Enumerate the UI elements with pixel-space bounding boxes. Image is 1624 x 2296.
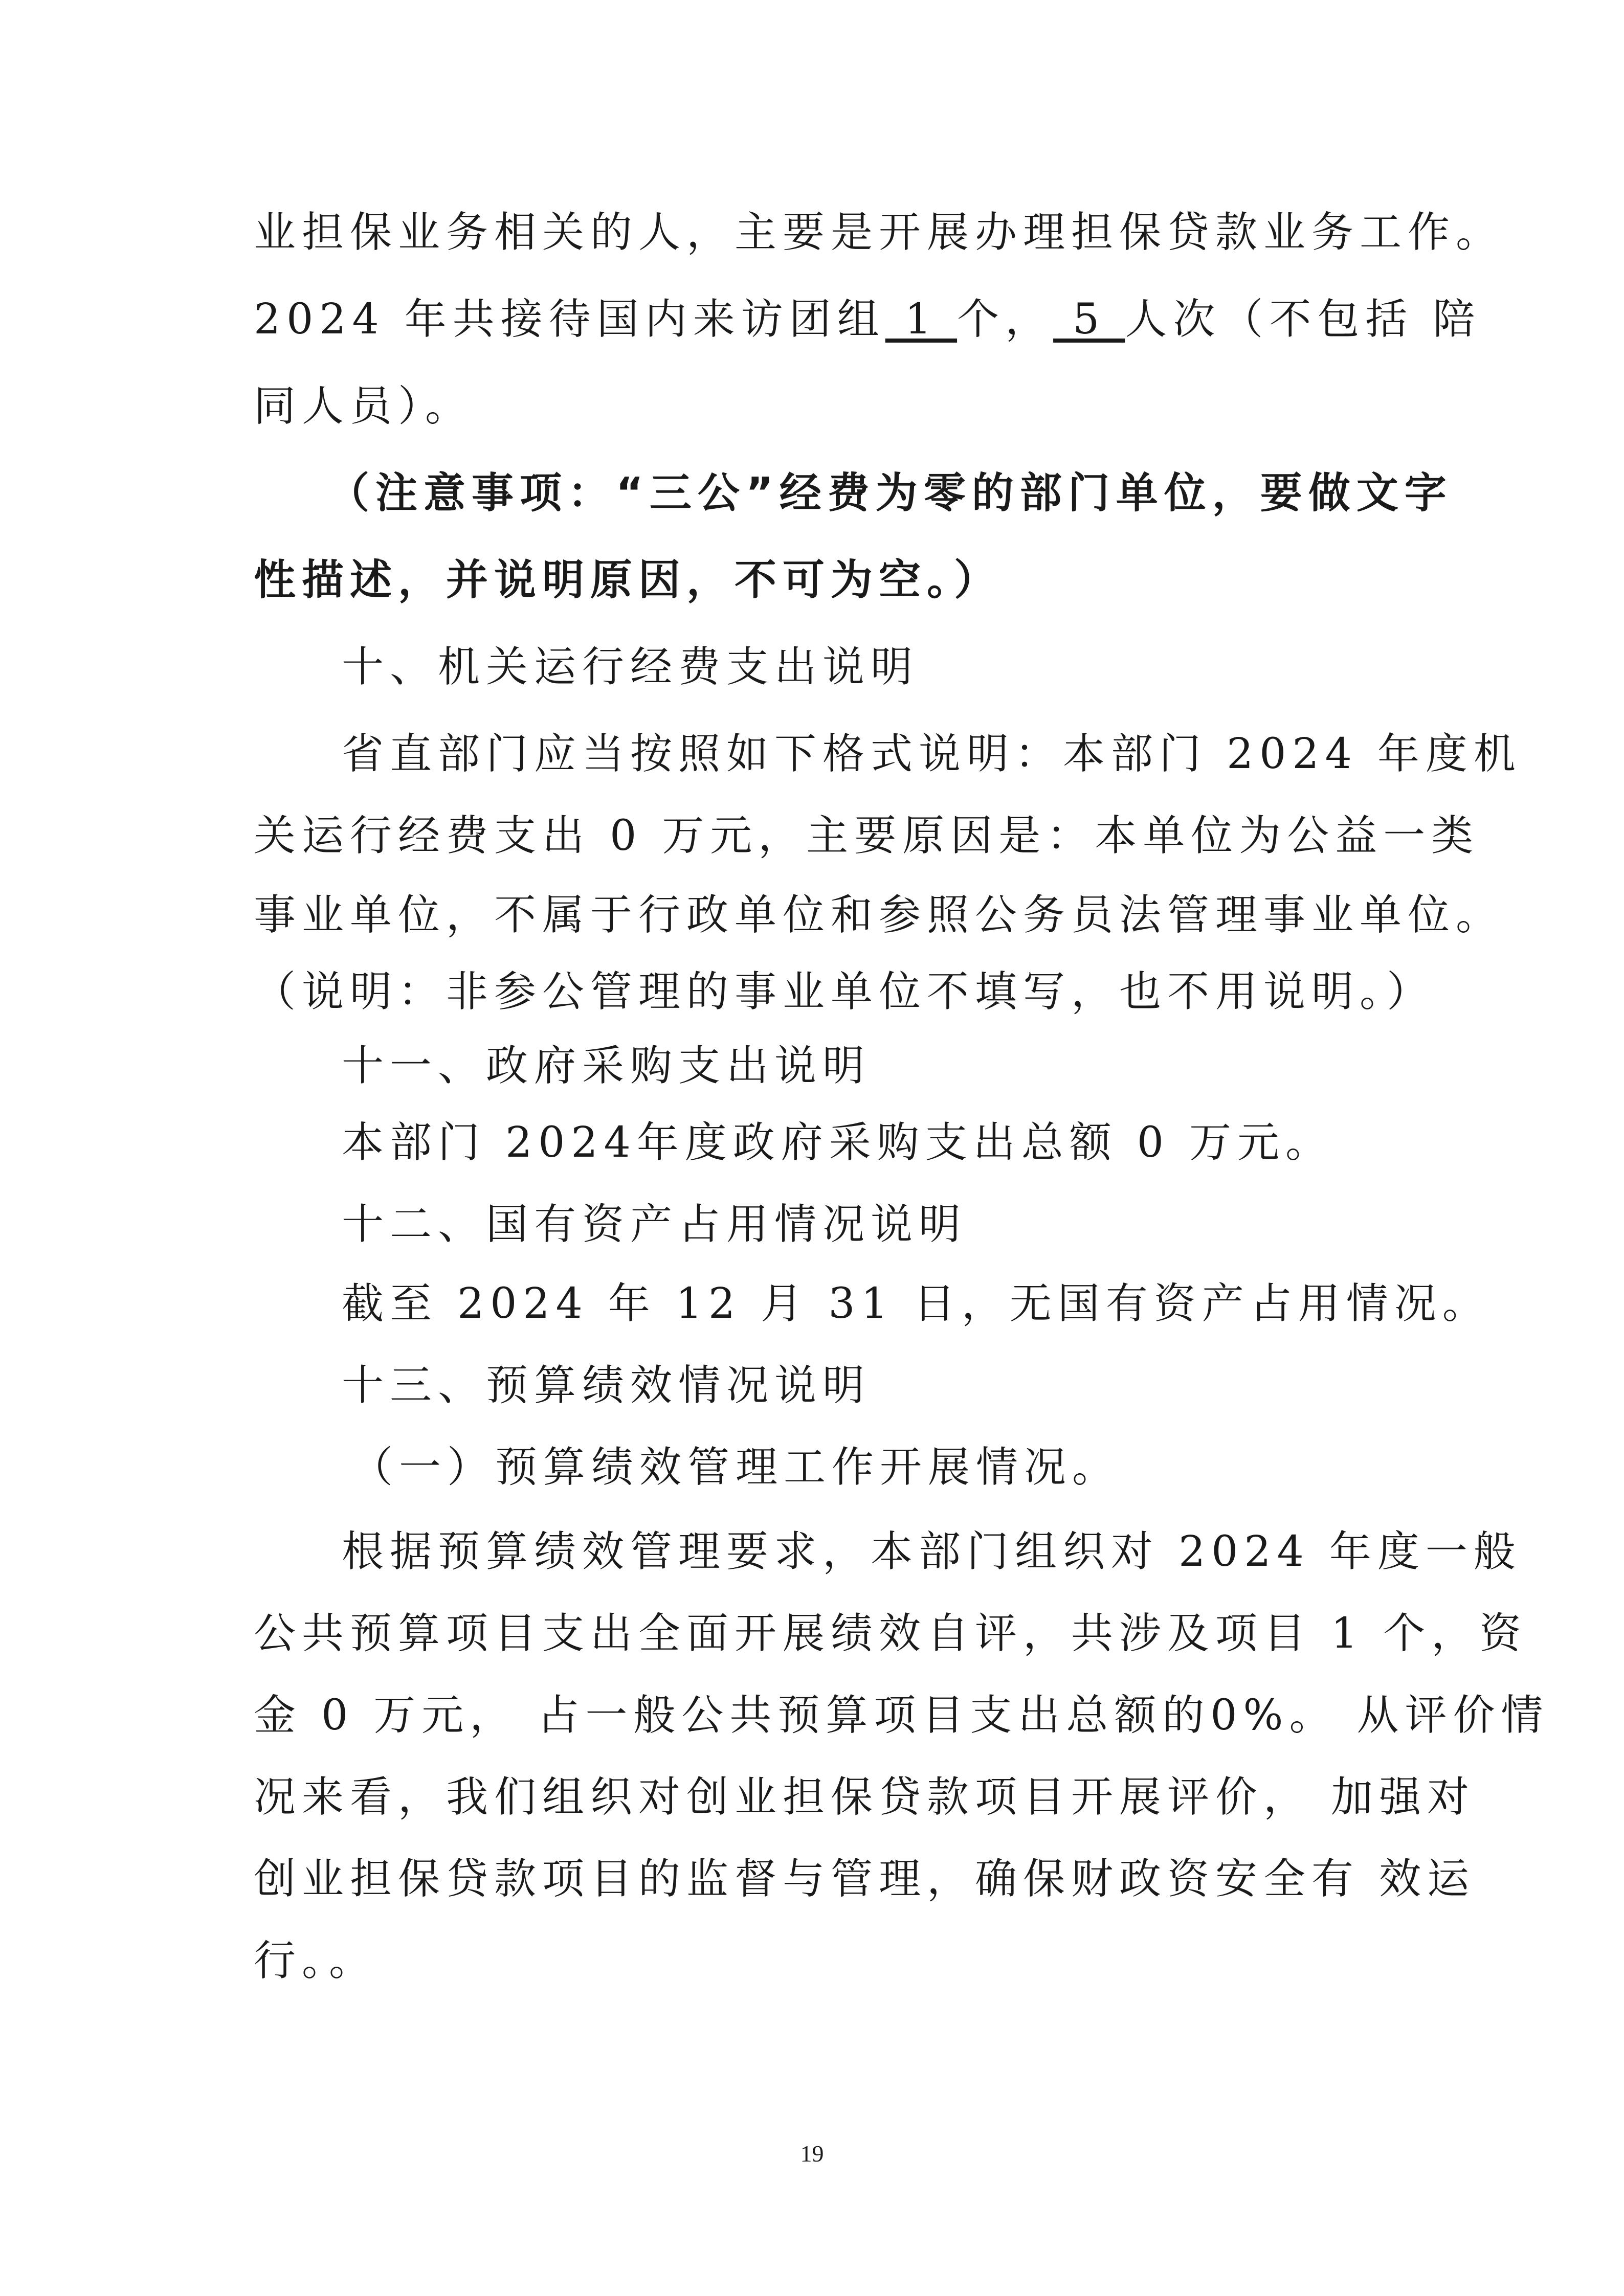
paragraph-line: 业担保业务相关的人，主要是开展办理担保贷款业务工作。 xyxy=(254,208,1504,257)
paragraph-line: 公共预算项目支出全面开展绩效自评，共涉及项目 1 个，资 xyxy=(254,1609,1528,1658)
paragraph-line: 行。。 xyxy=(254,1937,377,1985)
text-fragment: 2024 年共接待国内来访团组 xyxy=(254,295,885,344)
note-line: 性描述，并说明原因，不可为空。） xyxy=(254,556,1003,604)
section-heading: 十三、预算绩效情况说明 xyxy=(342,1361,871,1410)
paragraph-line: 创业担保贷款项目的监督与管理，确保财政资安全有 效运 xyxy=(254,1855,1476,1903)
page-number: 19 xyxy=(800,2141,824,2167)
section-heading: 十一、政府采购支出说明 xyxy=(342,1042,871,1090)
paragraph-line: 本部门 2024年度政府采购支出总额 0 万元。 xyxy=(342,1118,1334,1167)
paragraph-line: 截至 2024 年 12 月 31 日，无国有资产占用情况。 xyxy=(342,1279,1490,1328)
paragraph-line: 金 0 万元， 占一般公共预算项目支出总额的0%。 从评价情 xyxy=(254,1691,1549,1740)
paragraph-line: 况来看，我们组织对创业担保贷款项目开展评价， 加强对 xyxy=(254,1773,1476,1821)
text-fragment: 个， xyxy=(957,295,1054,344)
paragraph-line: 事业单位，不属于行政单位和参照公务员法管理事业单位。 xyxy=(254,891,1504,939)
paragraph-line-visitors xyxy=(254,281,1481,358)
subsection-heading: （一）预算绩效管理工作开展情况。 xyxy=(351,1443,1121,1492)
section-heading: 十、机关运行经费支出说明 xyxy=(342,643,919,691)
groups-count: 1 xyxy=(885,295,958,344)
paragraph-line: 省直部门应当按照如下格式说明：本部门 2024 年度机 xyxy=(342,730,1522,778)
text-fragment: 人次（不包括 陪 xyxy=(1125,295,1481,344)
note-line: （注意事项：“三公”经费为零的部门单位，要做文字 xyxy=(327,469,1453,517)
paragraph-line: 关运行经费支出 0 万元，主要原因是：本单位为公益一类 xyxy=(254,812,1480,860)
paragraph-line: （说明：非参公管理的事业单位不填写，也不用说明。） xyxy=(254,967,1435,1016)
visitors-count: 5 xyxy=(1053,295,1125,344)
section-heading: 十二、国有资产占用情况说明 xyxy=(342,1200,967,1249)
paragraph-line: 同人员）。 xyxy=(254,382,474,431)
paragraph-line: 根据预算绩效管理要求，本部门组织对 2024 年度一般 xyxy=(342,1527,1522,1576)
